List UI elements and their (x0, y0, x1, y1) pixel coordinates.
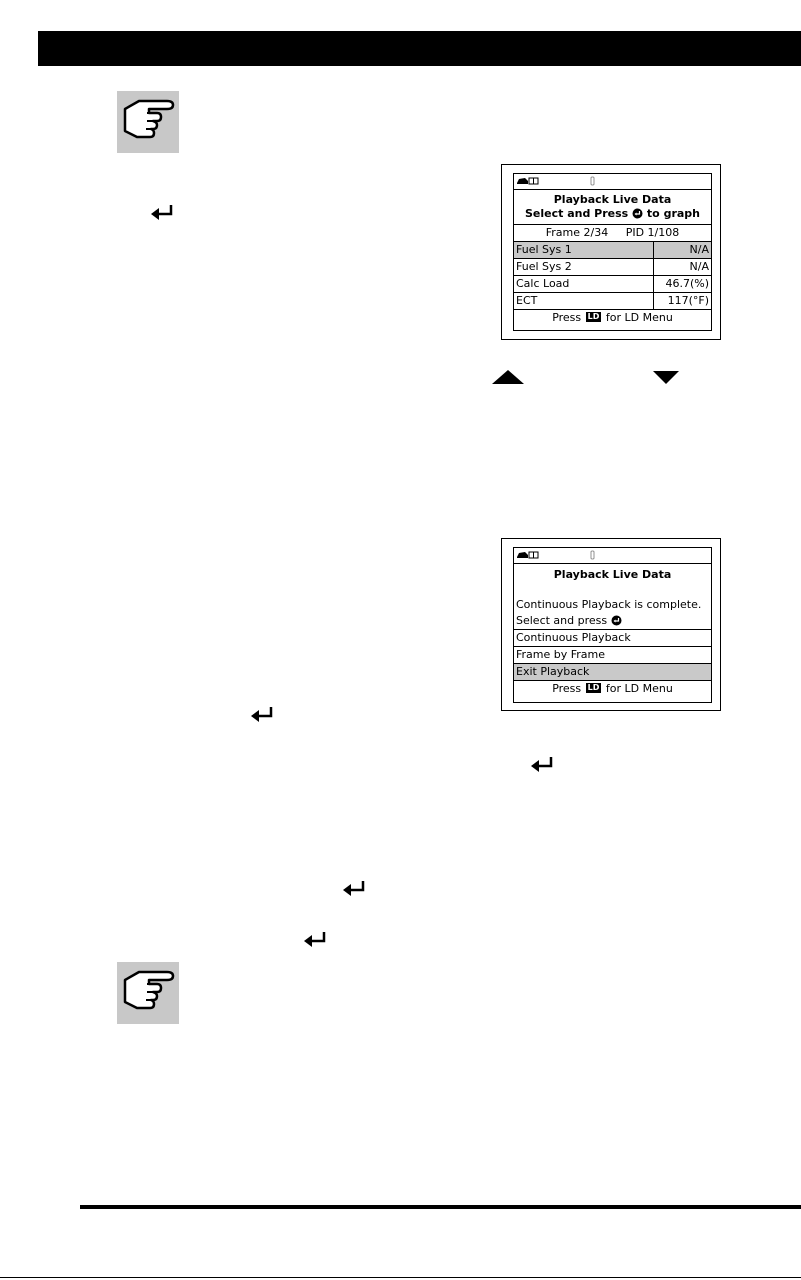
menu-option-exit-playback[interactable]: Exit Playback (514, 664, 711, 681)
vehicle-status-icon (516, 549, 596, 561)
footer-before: Press (552, 682, 582, 695)
pid-value: N/A (653, 242, 711, 258)
pid-value: N/A (653, 259, 711, 275)
pid-value: 117(°F) (653, 293, 711, 309)
enter-key-icon (150, 204, 174, 220)
screen-subtitle (514, 207, 711, 225)
scanner-screen-playback-complete (501, 538, 721, 711)
frame-pid-row (514, 225, 711, 242)
prompt-text: Select and press (516, 614, 608, 627)
pid-row[interactable] (514, 293, 711, 310)
enter-key-icon (342, 880, 366, 896)
enter-key-icon (250, 706, 274, 722)
enter-key-icon (303, 931, 327, 947)
down-arrow-icon (652, 370, 680, 385)
subtitle-before: Select and Press (525, 207, 629, 220)
ld-key-icon: LD (587, 683, 600, 692)
bottom-rule (0, 1277, 801, 1278)
enter-button-icon (632, 208, 643, 219)
scanner-screen-playback (501, 164, 721, 340)
complete-message: Continuous Playback is complete. (516, 598, 702, 611)
pid-label: ECT (516, 294, 538, 307)
footer-after: for LD Menu (605, 311, 673, 324)
enter-button-icon (611, 615, 622, 626)
header-bar (38, 31, 801, 66)
pid-row[interactable] (514, 242, 711, 259)
note-hand-icon (117, 91, 179, 153)
pid-label: Calc Load (516, 277, 570, 290)
screen-footer (514, 310, 711, 326)
pid-counter: PID 1/108 (625, 226, 680, 239)
ld-key-icon: LD (587, 312, 600, 321)
screen-title: Playback Live Data (553, 193, 672, 206)
status-bar (514, 174, 711, 190)
status-bar (514, 548, 711, 564)
pid-row[interactable] (514, 276, 711, 293)
select-prompt (514, 613, 711, 630)
pid-label: Fuel Sys 1 (516, 243, 572, 256)
pid-value: 46.7(%) (653, 276, 711, 292)
pid-row[interactable] (514, 259, 711, 276)
pid-label: Fuel Sys 2 (516, 260, 572, 273)
menu-option-continuous-playback[interactable]: Continuous Playback (514, 630, 711, 647)
frame-counter: Frame 2/34 (545, 226, 609, 239)
screen-footer (514, 681, 711, 697)
up-arrow-icon (491, 369, 525, 385)
footer-before: Press (552, 311, 582, 324)
screen-title: Playback Live Data (553, 568, 672, 581)
enter-key-icon (530, 756, 554, 772)
menu-option-frame-by-frame[interactable]: Frame by Frame (514, 647, 711, 664)
footer-rule (80, 1205, 801, 1209)
note-hand-icon (117, 962, 179, 1024)
vehicle-status-icon (516, 175, 596, 187)
footer-after: for LD Menu (605, 682, 673, 695)
subtitle-after: to graph (646, 207, 700, 220)
